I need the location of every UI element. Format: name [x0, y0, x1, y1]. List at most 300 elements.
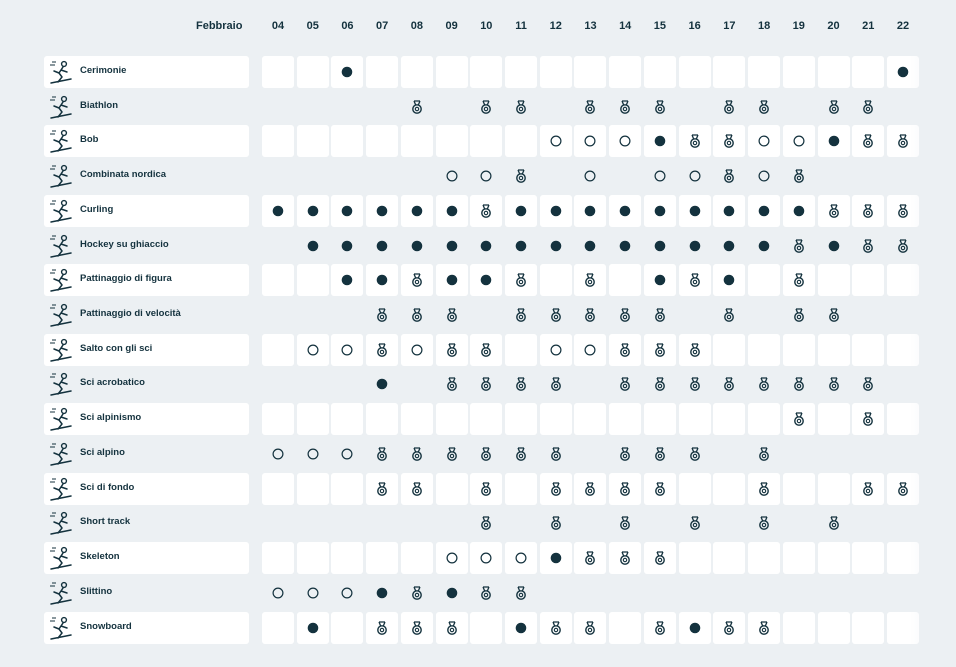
schedule-cell[interactable] — [331, 299, 363, 331]
schedule-cell[interactable] — [818, 507, 850, 539]
schedule-cell[interactable] — [574, 612, 606, 644]
schedule-cell[interactable] — [262, 542, 294, 574]
schedule-cell[interactable] — [540, 195, 572, 227]
schedule-cell[interactable] — [401, 507, 433, 539]
schedule-cell[interactable] — [262, 334, 294, 366]
schedule-cell[interactable] — [609, 368, 641, 400]
schedule-cell[interactable] — [401, 299, 433, 331]
schedule-cell[interactable] — [540, 56, 572, 88]
schedule-cell[interactable] — [679, 334, 711, 366]
schedule-cell[interactable] — [366, 264, 398, 296]
sport-cell[interactable] — [44, 334, 249, 366]
schedule-cell[interactable] — [436, 56, 468, 88]
schedule-cell[interactable] — [262, 264, 294, 296]
schedule-cell[interactable] — [505, 507, 537, 539]
schedule-cell[interactable] — [713, 507, 745, 539]
schedule-cell[interactable] — [366, 473, 398, 505]
schedule-cell[interactable] — [609, 195, 641, 227]
schedule-cell[interactable] — [679, 195, 711, 227]
schedule-cell[interactable] — [818, 577, 850, 609]
schedule-cell[interactable] — [505, 438, 537, 470]
schedule-cell[interactable] — [818, 230, 850, 262]
schedule-cell[interactable] — [713, 577, 745, 609]
schedule-cell[interactable] — [297, 438, 329, 470]
schedule-cell[interactable] — [262, 56, 294, 88]
schedule-cell[interactable] — [644, 160, 676, 192]
schedule-cell[interactable] — [852, 160, 884, 192]
schedule-cell[interactable] — [297, 299, 329, 331]
schedule-cell[interactable] — [783, 56, 815, 88]
schedule-cell[interactable] — [748, 125, 780, 157]
schedule-cell[interactable] — [574, 507, 606, 539]
schedule-cell[interactable] — [852, 125, 884, 157]
schedule-cell[interactable] — [436, 264, 468, 296]
sport-cell[interactable] — [44, 368, 249, 400]
schedule-cell[interactable] — [366, 334, 398, 366]
schedule-cell[interactable] — [713, 542, 745, 574]
schedule-cell[interactable] — [609, 507, 641, 539]
schedule-cell[interactable] — [783, 612, 815, 644]
schedule-cell[interactable] — [783, 507, 815, 539]
schedule-cell[interactable] — [679, 91, 711, 123]
sport-cell[interactable] — [44, 577, 249, 609]
schedule-cell[interactable] — [574, 91, 606, 123]
schedule-cell[interactable] — [366, 368, 398, 400]
schedule-cell[interactable] — [297, 195, 329, 227]
schedule-cell[interactable] — [331, 368, 363, 400]
schedule-cell[interactable] — [331, 542, 363, 574]
schedule-cell[interactable] — [887, 577, 919, 609]
schedule-cell[interactable] — [297, 507, 329, 539]
schedule-cell[interactable] — [609, 125, 641, 157]
schedule-cell[interactable] — [713, 368, 745, 400]
schedule-cell[interactable] — [436, 542, 468, 574]
sport-cell[interactable] — [44, 264, 249, 296]
schedule-cell[interactable] — [436, 368, 468, 400]
schedule-cell[interactable] — [262, 577, 294, 609]
schedule-cell[interactable] — [609, 56, 641, 88]
schedule-cell[interactable] — [644, 473, 676, 505]
sport-cell[interactable] — [44, 507, 249, 539]
schedule-cell[interactable] — [540, 91, 572, 123]
schedule-cell[interactable] — [818, 125, 850, 157]
schedule-cell[interactable] — [852, 56, 884, 88]
schedule-cell[interactable] — [679, 299, 711, 331]
schedule-cell[interactable] — [713, 160, 745, 192]
schedule-cell[interactable] — [297, 56, 329, 88]
schedule-cell[interactable] — [540, 299, 572, 331]
schedule-cell[interactable] — [331, 91, 363, 123]
schedule-cell[interactable] — [540, 542, 572, 574]
schedule-cell[interactable] — [609, 577, 641, 609]
schedule-cell[interactable] — [505, 264, 537, 296]
schedule-cell[interactable] — [713, 125, 745, 157]
schedule-cell[interactable] — [470, 403, 502, 435]
schedule-cell[interactable] — [505, 403, 537, 435]
schedule-cell[interactable] — [679, 56, 711, 88]
schedule-cell[interactable] — [262, 299, 294, 331]
schedule-cell[interactable] — [818, 91, 850, 123]
schedule-cell[interactable] — [540, 403, 572, 435]
schedule-cell[interactable] — [366, 403, 398, 435]
schedule-cell[interactable] — [644, 438, 676, 470]
schedule-cell[interactable] — [401, 438, 433, 470]
schedule-cell[interactable] — [852, 542, 884, 574]
schedule-cell[interactable] — [297, 473, 329, 505]
schedule-cell[interactable] — [574, 542, 606, 574]
schedule-cell[interactable] — [366, 612, 398, 644]
schedule-cell[interactable] — [540, 264, 572, 296]
sport-cell[interactable] — [44, 299, 249, 331]
schedule-cell[interactable] — [713, 299, 745, 331]
schedule-cell[interactable] — [401, 542, 433, 574]
schedule-cell[interactable] — [331, 577, 363, 609]
schedule-cell[interactable] — [505, 542, 537, 574]
schedule-cell[interactable] — [609, 230, 641, 262]
schedule-cell[interactable] — [679, 230, 711, 262]
schedule-cell[interactable] — [366, 507, 398, 539]
schedule-cell[interactable] — [713, 56, 745, 88]
sport-cell[interactable] — [44, 125, 249, 157]
schedule-cell[interactable] — [505, 612, 537, 644]
schedule-cell[interactable] — [852, 91, 884, 123]
schedule-cell[interactable] — [331, 403, 363, 435]
schedule-cell[interactable] — [436, 91, 468, 123]
schedule-cell[interactable] — [748, 264, 780, 296]
schedule-cell[interactable] — [748, 542, 780, 574]
schedule-cell[interactable] — [852, 195, 884, 227]
schedule-cell[interactable] — [574, 299, 606, 331]
schedule-cell[interactable] — [852, 230, 884, 262]
schedule-cell[interactable] — [818, 264, 850, 296]
schedule-cell[interactable] — [540, 473, 572, 505]
schedule-cell[interactable] — [505, 473, 537, 505]
sport-cell[interactable] — [44, 56, 249, 88]
schedule-cell[interactable] — [574, 160, 606, 192]
schedule-cell[interactable] — [852, 612, 884, 644]
schedule-cell[interactable] — [540, 577, 572, 609]
schedule-cell[interactable] — [818, 438, 850, 470]
schedule-cell[interactable] — [818, 56, 850, 88]
schedule-cell[interactable] — [331, 264, 363, 296]
schedule-cell[interactable] — [713, 195, 745, 227]
schedule-cell[interactable] — [401, 473, 433, 505]
schedule-cell[interactable] — [262, 438, 294, 470]
schedule-cell[interactable] — [748, 577, 780, 609]
schedule-cell[interactable] — [470, 299, 502, 331]
schedule-cell[interactable] — [470, 542, 502, 574]
schedule-cell[interactable] — [470, 195, 502, 227]
schedule-cell[interactable] — [818, 612, 850, 644]
schedule-cell[interactable] — [297, 264, 329, 296]
sport-cell[interactable] — [44, 160, 249, 192]
schedule-cell[interactable] — [262, 160, 294, 192]
schedule-cell[interactable] — [783, 91, 815, 123]
schedule-cell[interactable] — [644, 195, 676, 227]
schedule-cell[interactable] — [436, 195, 468, 227]
schedule-cell[interactable] — [644, 577, 676, 609]
schedule-cell[interactable] — [574, 125, 606, 157]
schedule-cell[interactable] — [331, 612, 363, 644]
schedule-cell[interactable] — [436, 160, 468, 192]
schedule-cell[interactable] — [887, 56, 919, 88]
schedule-cell[interactable] — [818, 368, 850, 400]
schedule-cell[interactable] — [783, 403, 815, 435]
sport-cell[interactable] — [44, 473, 249, 505]
schedule-cell[interactable] — [748, 334, 780, 366]
schedule-cell[interactable] — [644, 612, 676, 644]
schedule-cell[interactable] — [644, 91, 676, 123]
schedule-cell[interactable] — [852, 438, 884, 470]
schedule-cell[interactable] — [679, 473, 711, 505]
schedule-cell[interactable] — [783, 473, 815, 505]
schedule-cell[interactable] — [609, 160, 641, 192]
schedule-cell[interactable] — [644, 507, 676, 539]
schedule-cell[interactable] — [540, 438, 572, 470]
schedule-cell[interactable] — [436, 403, 468, 435]
schedule-cell[interactable] — [331, 230, 363, 262]
sport-cell[interactable] — [44, 612, 249, 644]
schedule-cell[interactable] — [297, 542, 329, 574]
schedule-cell[interactable] — [262, 91, 294, 123]
schedule-cell[interactable] — [852, 299, 884, 331]
schedule-cell[interactable] — [748, 230, 780, 262]
schedule-cell[interactable] — [505, 195, 537, 227]
schedule-cell[interactable] — [818, 160, 850, 192]
schedule-cell[interactable] — [783, 542, 815, 574]
schedule-cell[interactable] — [297, 160, 329, 192]
schedule-cell[interactable] — [262, 507, 294, 539]
schedule-cell[interactable] — [297, 91, 329, 123]
schedule-cell[interactable] — [644, 56, 676, 88]
schedule-cell[interactable] — [783, 334, 815, 366]
schedule-cell[interactable] — [366, 577, 398, 609]
schedule-cell[interactable] — [644, 334, 676, 366]
schedule-cell[interactable] — [401, 160, 433, 192]
schedule-cell[interactable] — [505, 368, 537, 400]
schedule-cell[interactable] — [540, 230, 572, 262]
schedule-cell[interactable] — [887, 438, 919, 470]
schedule-cell[interactable] — [574, 56, 606, 88]
schedule-cell[interactable] — [331, 334, 363, 366]
schedule-cell[interactable] — [297, 125, 329, 157]
schedule-cell[interactable] — [852, 507, 884, 539]
schedule-cell[interactable] — [713, 612, 745, 644]
schedule-cell[interactable] — [262, 230, 294, 262]
schedule-cell[interactable] — [401, 56, 433, 88]
schedule-cell[interactable] — [679, 125, 711, 157]
schedule-cell[interactable] — [470, 368, 502, 400]
schedule-cell[interactable] — [331, 473, 363, 505]
schedule-cell[interactable] — [713, 264, 745, 296]
schedule-cell[interactable] — [887, 542, 919, 574]
schedule-cell[interactable] — [470, 473, 502, 505]
schedule-cell[interactable] — [887, 195, 919, 227]
schedule-cell[interactable] — [679, 542, 711, 574]
schedule-cell[interactable] — [679, 438, 711, 470]
schedule-cell[interactable] — [783, 160, 815, 192]
schedule-cell[interactable] — [574, 577, 606, 609]
schedule-cell[interactable] — [401, 334, 433, 366]
schedule-cell[interactable] — [540, 612, 572, 644]
schedule-cell[interactable] — [505, 91, 537, 123]
schedule-cell[interactable] — [887, 507, 919, 539]
schedule-cell[interactable] — [436, 507, 468, 539]
schedule-cell[interactable] — [644, 542, 676, 574]
schedule-cell[interactable] — [887, 91, 919, 123]
sport-cell[interactable] — [44, 403, 249, 435]
schedule-cell[interactable] — [366, 542, 398, 574]
schedule-cell[interactable] — [887, 264, 919, 296]
schedule-cell[interactable] — [679, 612, 711, 644]
schedule-cell[interactable] — [644, 125, 676, 157]
schedule-cell[interactable] — [818, 473, 850, 505]
schedule-cell[interactable] — [297, 230, 329, 262]
schedule-cell[interactable] — [540, 334, 572, 366]
schedule-cell[interactable] — [887, 403, 919, 435]
schedule-cell[interactable] — [679, 368, 711, 400]
schedule-cell[interactable] — [713, 438, 745, 470]
schedule-cell[interactable] — [644, 368, 676, 400]
schedule-cell[interactable] — [713, 91, 745, 123]
schedule-cell[interactable] — [366, 299, 398, 331]
schedule-cell[interactable] — [262, 473, 294, 505]
schedule-cell[interactable] — [401, 612, 433, 644]
schedule-cell[interactable] — [818, 542, 850, 574]
schedule-cell[interactable] — [679, 577, 711, 609]
schedule-cell[interactable] — [713, 230, 745, 262]
schedule-cell[interactable] — [540, 507, 572, 539]
schedule-cell[interactable] — [436, 230, 468, 262]
schedule-cell[interactable] — [887, 473, 919, 505]
schedule-cell[interactable] — [748, 299, 780, 331]
schedule-cell[interactable] — [505, 299, 537, 331]
schedule-cell[interactable] — [470, 507, 502, 539]
schedule-cell[interactable] — [852, 473, 884, 505]
schedule-cell[interactable] — [574, 195, 606, 227]
schedule-cell[interactable] — [331, 195, 363, 227]
schedule-cell[interactable] — [644, 264, 676, 296]
schedule-cell[interactable] — [887, 230, 919, 262]
schedule-cell[interactable] — [783, 299, 815, 331]
schedule-cell[interactable] — [574, 438, 606, 470]
schedule-cell[interactable] — [748, 403, 780, 435]
schedule-cell[interactable] — [887, 299, 919, 331]
schedule-cell[interactable] — [540, 368, 572, 400]
schedule-cell[interactable] — [331, 160, 363, 192]
schedule-cell[interactable] — [366, 125, 398, 157]
schedule-cell[interactable] — [470, 91, 502, 123]
schedule-cell[interactable] — [436, 473, 468, 505]
schedule-cell[interactable] — [505, 160, 537, 192]
schedule-cell[interactable] — [401, 403, 433, 435]
schedule-cell[interactable] — [574, 264, 606, 296]
schedule-cell[interactable] — [401, 195, 433, 227]
schedule-cell[interactable] — [748, 438, 780, 470]
schedule-cell[interactable] — [436, 299, 468, 331]
schedule-cell[interactable] — [366, 230, 398, 262]
schedule-cell[interactable] — [366, 438, 398, 470]
schedule-cell[interactable] — [470, 334, 502, 366]
schedule-cell[interactable] — [713, 403, 745, 435]
schedule-cell[interactable] — [540, 160, 572, 192]
schedule-cell[interactable] — [609, 91, 641, 123]
schedule-cell[interactable] — [436, 125, 468, 157]
schedule-cell[interactable] — [366, 56, 398, 88]
schedule-cell[interactable] — [887, 334, 919, 366]
schedule-cell[interactable] — [609, 438, 641, 470]
schedule-cell[interactable] — [713, 473, 745, 505]
schedule-cell[interactable] — [540, 125, 572, 157]
schedule-cell[interactable] — [609, 264, 641, 296]
schedule-cell[interactable] — [574, 334, 606, 366]
schedule-cell[interactable] — [887, 160, 919, 192]
schedule-cell[interactable] — [644, 299, 676, 331]
schedule-cell[interactable] — [297, 334, 329, 366]
schedule-cell[interactable] — [748, 91, 780, 123]
schedule-cell[interactable] — [852, 368, 884, 400]
schedule-cell[interactable] — [331, 507, 363, 539]
sport-cell[interactable] — [44, 195, 249, 227]
schedule-cell[interactable] — [887, 368, 919, 400]
schedule-cell[interactable] — [470, 56, 502, 88]
schedule-cell[interactable] — [574, 230, 606, 262]
schedule-cell[interactable] — [818, 299, 850, 331]
schedule-cell[interactable] — [401, 264, 433, 296]
sport-cell[interactable] — [44, 230, 249, 262]
schedule-cell[interactable] — [262, 612, 294, 644]
schedule-cell[interactable] — [713, 334, 745, 366]
schedule-cell[interactable] — [505, 577, 537, 609]
schedule-cell[interactable] — [783, 438, 815, 470]
schedule-cell[interactable] — [574, 473, 606, 505]
schedule-cell[interactable] — [748, 368, 780, 400]
schedule-cell[interactable] — [783, 230, 815, 262]
schedule-cell[interactable] — [401, 91, 433, 123]
schedule-cell[interactable] — [366, 160, 398, 192]
schedule-cell[interactable] — [852, 334, 884, 366]
schedule-cell[interactable] — [748, 195, 780, 227]
schedule-cell[interactable] — [679, 403, 711, 435]
schedule-cell[interactable] — [436, 438, 468, 470]
schedule-cell[interactable] — [470, 438, 502, 470]
sport-cell[interactable] — [44, 91, 249, 123]
schedule-cell[interactable] — [470, 230, 502, 262]
schedule-cell[interactable] — [887, 612, 919, 644]
schedule-cell[interactable] — [436, 577, 468, 609]
schedule-cell[interactable] — [401, 125, 433, 157]
schedule-cell[interactable] — [366, 91, 398, 123]
schedule-cell[interactable] — [262, 368, 294, 400]
schedule-cell[interactable] — [470, 160, 502, 192]
schedule-cell[interactable] — [783, 577, 815, 609]
schedule-cell[interactable] — [679, 160, 711, 192]
schedule-cell[interactable] — [679, 507, 711, 539]
schedule-cell[interactable] — [679, 264, 711, 296]
schedule-cell[interactable] — [748, 507, 780, 539]
schedule-cell[interactable] — [783, 195, 815, 227]
schedule-cell[interactable] — [748, 612, 780, 644]
schedule-cell[interactable] — [748, 160, 780, 192]
schedule-cell[interactable] — [852, 403, 884, 435]
schedule-cell[interactable] — [609, 542, 641, 574]
schedule-cell[interactable] — [297, 577, 329, 609]
schedule-cell[interactable] — [818, 403, 850, 435]
schedule-cell[interactable] — [436, 334, 468, 366]
schedule-cell[interactable] — [366, 195, 398, 227]
schedule-cell[interactable] — [748, 473, 780, 505]
schedule-cell[interactable] — [262, 195, 294, 227]
